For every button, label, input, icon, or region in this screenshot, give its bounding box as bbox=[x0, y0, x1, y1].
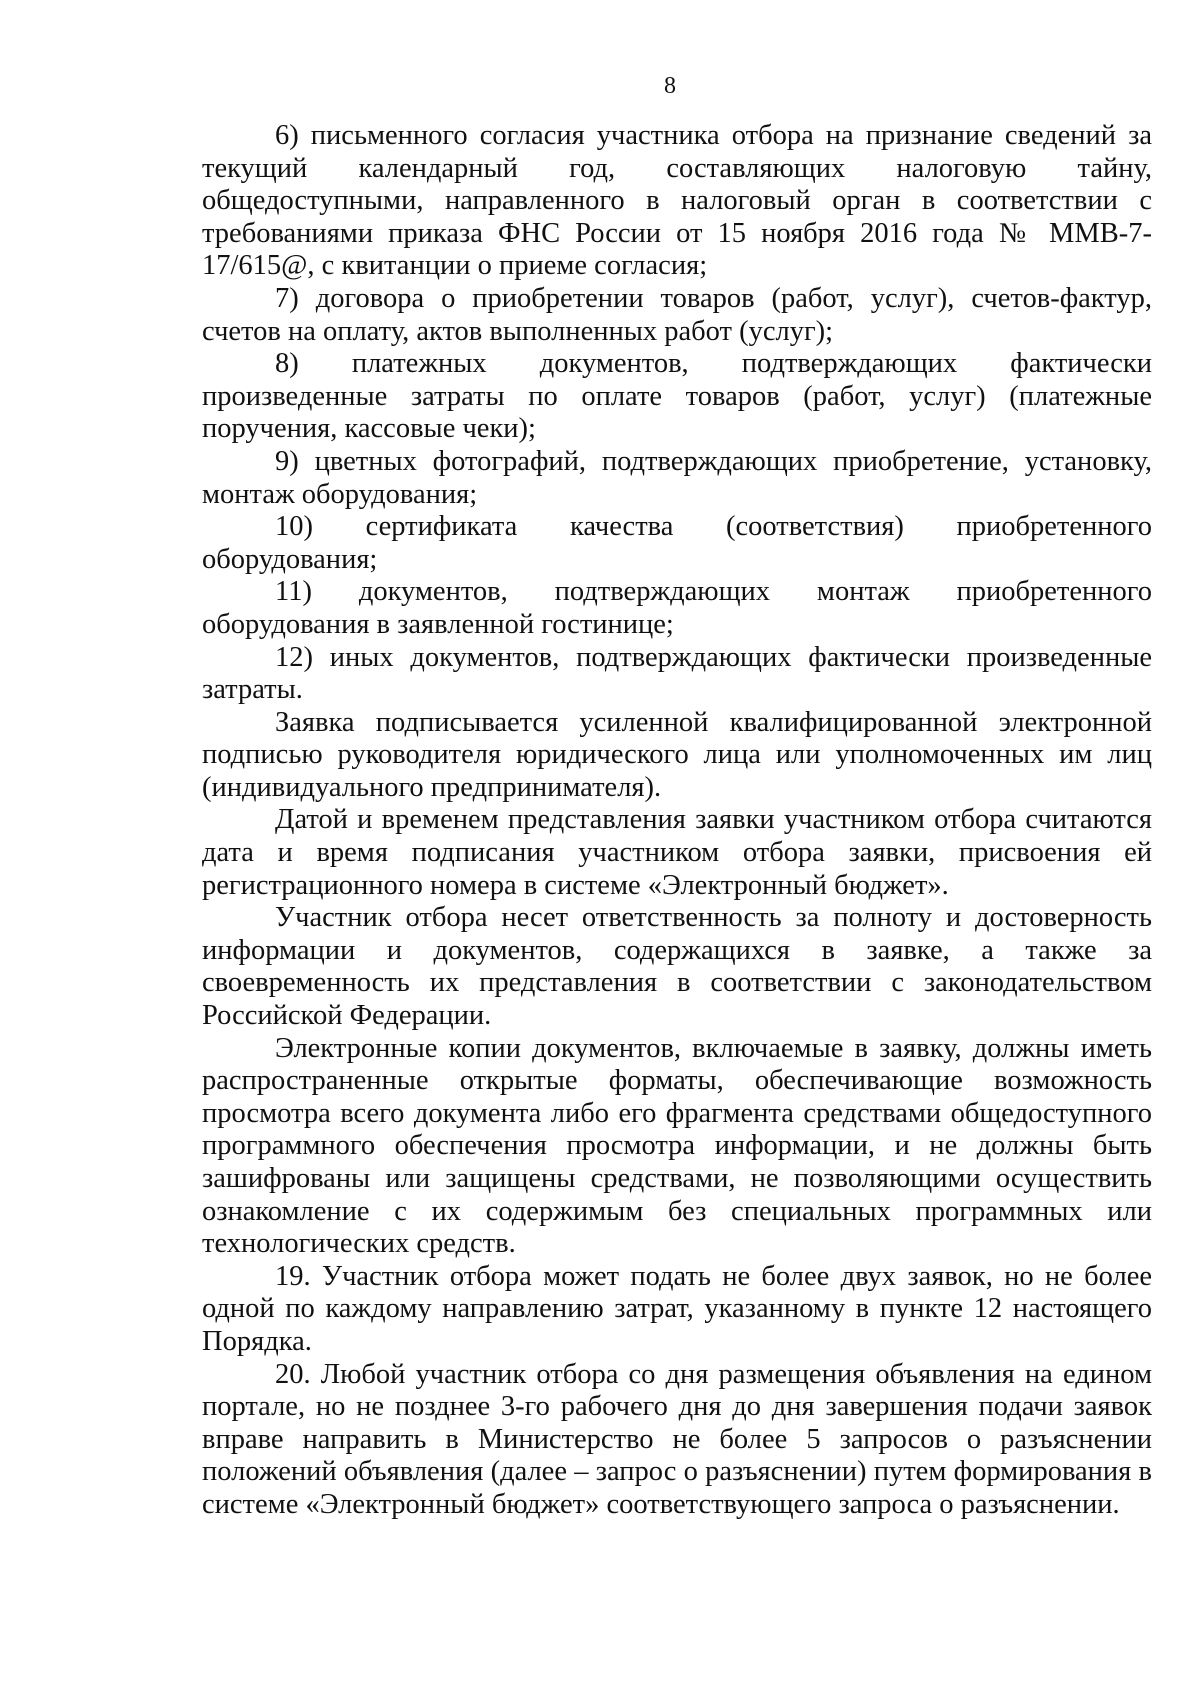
paragraph-signature: Заявка подписывается усиленной квалифицированной электронной подписью руководителя юридического лица или уполномоченных им лиц (индивидуального предпринимателя). bbox=[202, 706, 1152, 803]
document-body bbox=[202, 120, 1152, 1522]
paragraph-item-7: 7) договора о приобретении товаров (работ, услуг), счетов-фактур, счетов на оплату, актов выполненных работ (услуг); bbox=[202, 282, 1152, 347]
paragraph-item-9: 9) цветных фотографий, подтверждающих приобретение, установку, монтаж оборудования; bbox=[202, 445, 1152, 510]
paragraph-item-8: 8) платежных документов, подтверждающих фактически произведенные затраты по оплате товаров (работ, услуг) (платежные поручения, кассовые чеки); bbox=[202, 348, 1152, 445]
paragraph-section-20: 20. Любой участник отбора со дня размещения объявления на едином портале, но не позднее 3-го рабочего дня до дня завершения подачи заявок вправе направить в Министерство не более 5 запросов о разъяснении положений объявления (далее – запрос о разъяснении) путем формирования в системе «Электронный бюджет» соответствующего запроса о разъяснении. bbox=[202, 1358, 1152, 1520]
paragraph-item-11: 11) документов, подтверждающих монтаж приобретенного оборудования в заявленной гостинице; bbox=[202, 576, 1152, 640]
paragraph-submission-date: Датой и временем представления заявки участником отбора считаются дата и время подписания участником отбора заявки, присвоения ей регистрационного номера в системе «Электронный бюджет». bbox=[202, 804, 1152, 901]
paragraph-responsibility: Участник отбора несет ответственность за полноту и достоверность информации и документов, содержащихся в заявке, а также за своевременность их представления в соответствии с законодательством Российской Федерации. bbox=[202, 902, 1152, 1032]
paragraph-item-12: 12) иных документов, подтверждающих фактически произведенные затраты. bbox=[202, 641, 1152, 706]
paragraph-item-10: 10) сертификата качества (соответствия) приобретенного оборудования; bbox=[202, 511, 1152, 575]
paragraph-electronic-copies: Электронные копии документов, включаемые в заявку, должны иметь распространенные открытые форматы, обеспечивающие возможность просмотра всего документа либо его фрагмента средствами общедоступного программного обеспечения просмотра информации, и не должны быть зашифрованы или защищены средствами, не позволяющими осуществить ознакомление с их содержимым без специальных программных или технологических средств. bbox=[202, 1032, 1152, 1260]
paragraph-section-19: 19. Участник отбора может подать не более двух заявок, но не более одной по каждому направлению затрат, указанному в пункте 12 настоящего Порядка. bbox=[202, 1260, 1152, 1357]
page-number: 8 bbox=[664, 73, 676, 99]
paragraph-item-6: 6) письменного согласия участника отбора на признание сведений за текущий календарный год, составляющих налоговую тайну, общедоступными, направленного в налоговый орган в соответствии с требованиями приказа ФНС России от 15 ноября 2016 года № ММВ-7-17/615@, с квитанции о приеме согласия; bbox=[202, 120, 1152, 282]
